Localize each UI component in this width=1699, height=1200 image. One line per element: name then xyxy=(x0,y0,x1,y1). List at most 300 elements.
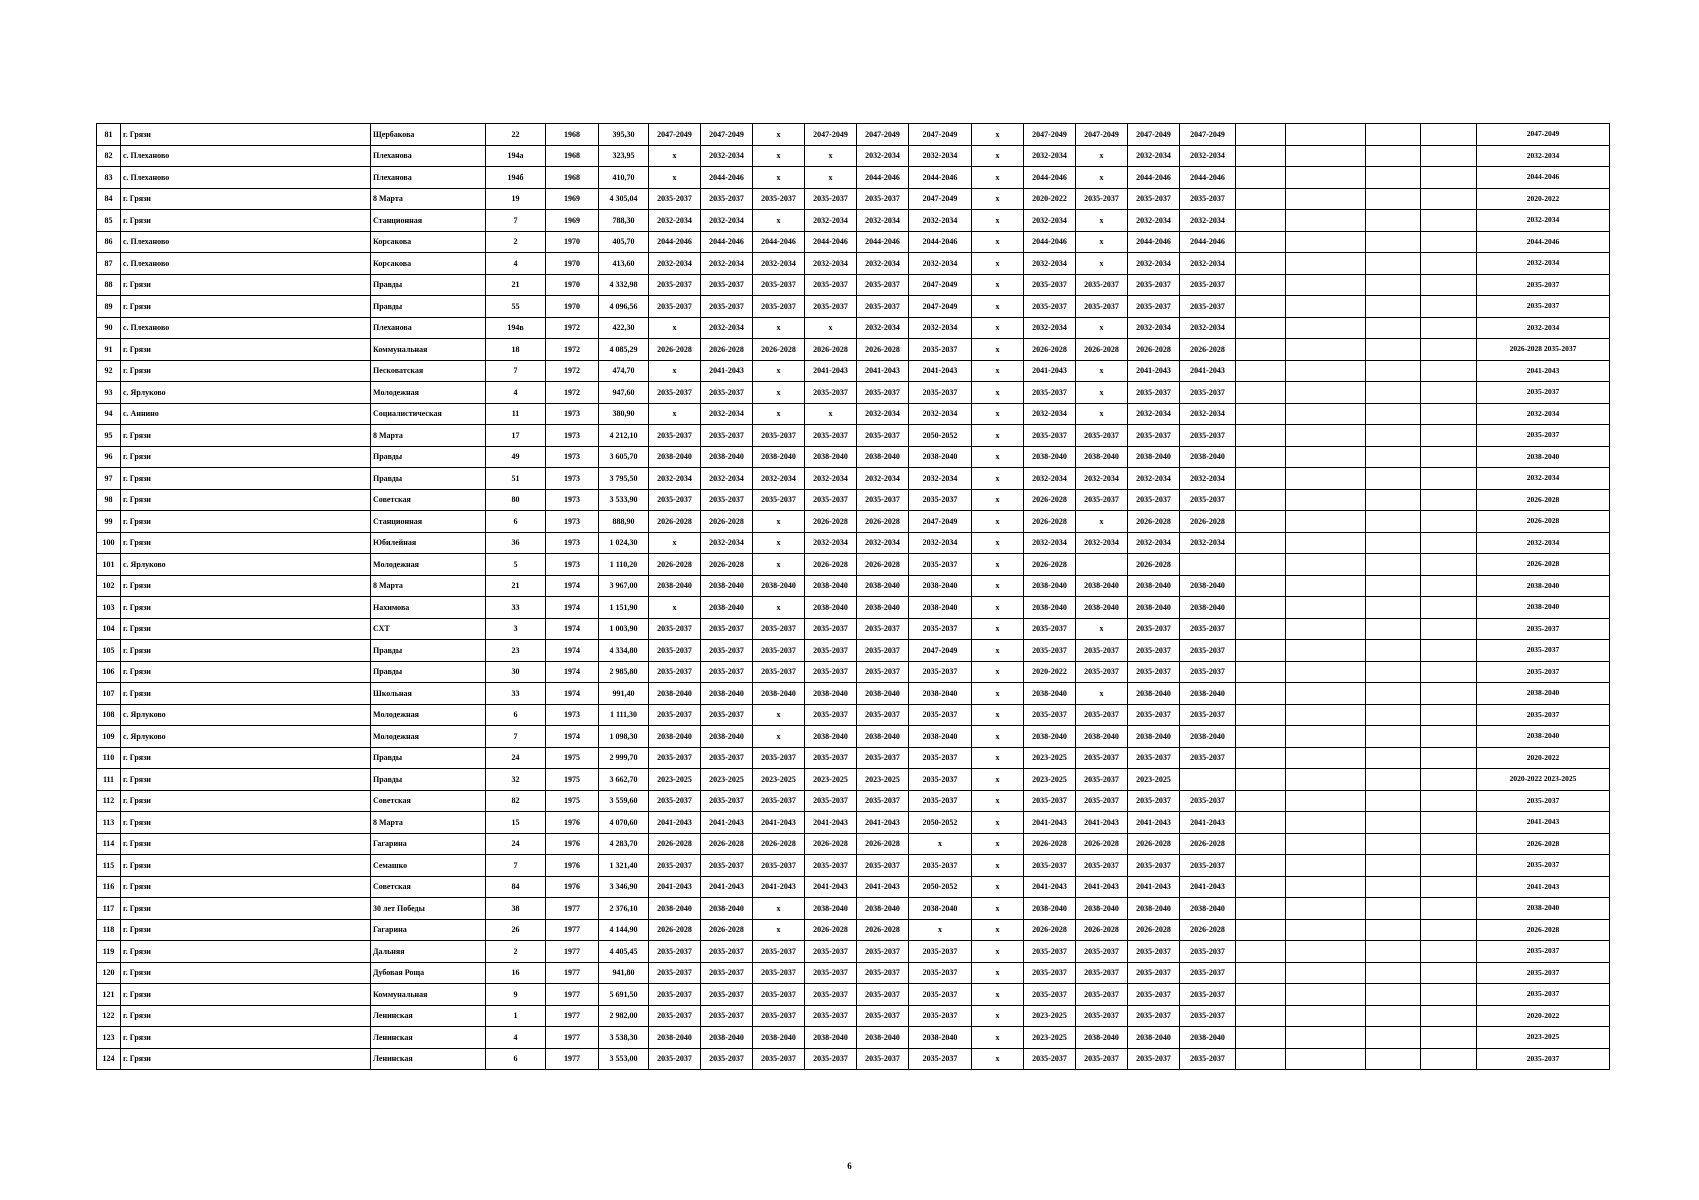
table-row xyxy=(97,296,1610,318)
cell-term-6: 2035-2037 xyxy=(909,984,972,1006)
cell-build-year: 1974 xyxy=(546,575,599,597)
cell-term-6: 2050-2052 xyxy=(909,876,972,898)
cell-row-number: 99 xyxy=(97,511,121,533)
cell-term-9: 2026-2028 xyxy=(1076,833,1128,855)
cell-term-2: 2035-2037 xyxy=(701,618,753,640)
cell-term-4: 2035-2037 xyxy=(805,984,857,1006)
cell-term-1: x xyxy=(649,360,701,382)
cell-street: Нахимова xyxy=(371,597,486,619)
cell-settlement: г. Грязи xyxy=(121,575,371,597)
cell-term-11: 2038-2040 xyxy=(1180,726,1236,748)
cell-street: 8 Марта xyxy=(371,425,486,447)
cell-row-number: 100 xyxy=(97,532,121,554)
table-row xyxy=(97,360,1610,382)
cell-row-number: 115 xyxy=(97,855,121,877)
cell-term-11: 2047-2049 xyxy=(1180,124,1236,146)
cell-term-7: x xyxy=(972,124,1024,146)
cell-term-8: 2032-2034 xyxy=(1024,403,1076,425)
cell-term-13 xyxy=(1286,532,1366,554)
cell-final-term: 2020-2022 xyxy=(1477,188,1610,210)
cell-settlement: с. Плеханово xyxy=(121,145,371,167)
cell-term-9: 2038-2040 xyxy=(1076,446,1128,468)
cell-term-4: 2035-2037 xyxy=(805,747,857,769)
cell-term-12 xyxy=(1236,984,1286,1006)
cell-term-7: x xyxy=(972,726,1024,748)
cell-final-term: 2020-2022 xyxy=(1477,1005,1610,1027)
cell-build-year: 1973 xyxy=(546,532,599,554)
cell-area: 1 003,90 xyxy=(599,618,649,640)
cell-settlement: г. Грязи xyxy=(121,812,371,834)
cell-term-8: 2026-2028 xyxy=(1024,919,1076,941)
cell-term-11: 2035-2037 xyxy=(1180,704,1236,726)
cell-street: Плеханова xyxy=(371,167,486,189)
cell-house-number: 5 xyxy=(486,554,546,576)
cell-row-number: 92 xyxy=(97,360,121,382)
cell-term-2: 2032-2034 xyxy=(701,403,753,425)
cell-settlement: г. Грязи xyxy=(121,769,371,791)
cell-final-term: 2035-2037 xyxy=(1477,425,1610,447)
cell-term-12 xyxy=(1236,210,1286,232)
cell-term-8: 2035-2037 xyxy=(1024,274,1076,296)
cell-term-11: 2035-2037 xyxy=(1180,962,1236,984)
cell-term-11: 2035-2037 xyxy=(1180,640,1236,662)
cell-row-number: 114 xyxy=(97,833,121,855)
cell-house-number: 4 xyxy=(486,382,546,404)
cell-term-4: 2038-2040 xyxy=(805,726,857,748)
cell-settlement: г. Грязи xyxy=(121,1005,371,1027)
cell-term-11: 2038-2040 xyxy=(1180,575,1236,597)
cell-term-8: 2023-2025 xyxy=(1024,1005,1076,1027)
cell-term-3: 2035-2037 xyxy=(753,855,805,877)
cell-term-10: 2032-2034 xyxy=(1128,532,1180,554)
cell-area: 3 559,60 xyxy=(599,790,649,812)
cell-house-number: 33 xyxy=(486,683,546,705)
cell-term-13 xyxy=(1286,575,1366,597)
cell-term-15 xyxy=(1421,145,1477,167)
cell-term-2: 2038-2040 xyxy=(701,1027,753,1049)
cell-build-year: 1977 xyxy=(546,962,599,984)
cell-term-2: 2035-2037 xyxy=(701,747,753,769)
cell-term-12 xyxy=(1236,1048,1286,1070)
cell-term-6: 2047-2049 xyxy=(909,511,972,533)
cell-term-10: 2035-2037 xyxy=(1128,274,1180,296)
cell-street: Коммунальная xyxy=(371,339,486,361)
cell-street: 30 лет Победы xyxy=(371,898,486,920)
table-row xyxy=(97,446,1610,468)
cell-term-10: 2041-2043 xyxy=(1128,812,1180,834)
cell-area: 4 144,90 xyxy=(599,919,649,941)
cell-term-3: x xyxy=(753,145,805,167)
table-row xyxy=(97,640,1610,662)
cell-settlement: г. Грязи xyxy=(121,489,371,511)
cell-final-term: 2038-2040 xyxy=(1477,597,1610,619)
table-row xyxy=(97,1027,1610,1049)
cell-term-8: 2035-2037 xyxy=(1024,855,1076,877)
cell-term-2: 2026-2028 xyxy=(701,833,753,855)
table-row xyxy=(97,855,1610,877)
cell-term-11: 2044-2046 xyxy=(1180,231,1236,253)
cell-area: 947,60 xyxy=(599,382,649,404)
cell-term-6: 2035-2037 xyxy=(909,661,972,683)
cell-term-2: 2032-2034 xyxy=(701,532,753,554)
cell-term-1: 2038-2040 xyxy=(649,683,701,705)
cell-row-number: 113 xyxy=(97,812,121,834)
cell-house-number: 194в xyxy=(486,317,546,339)
table-row xyxy=(97,683,1610,705)
cell-term-13 xyxy=(1286,382,1366,404)
cell-term-2: 2041-2043 xyxy=(701,360,753,382)
cell-street: Правды xyxy=(371,446,486,468)
cell-term-5: 2035-2037 xyxy=(857,941,909,963)
cell-term-3: x xyxy=(753,597,805,619)
cell-term-7: x xyxy=(972,532,1024,554)
cell-street: Гагарина xyxy=(371,833,486,855)
cell-term-11: 2035-2037 xyxy=(1180,941,1236,963)
table-row xyxy=(97,167,1610,189)
cell-house-number: 82 xyxy=(486,790,546,812)
cell-area: 1 151,90 xyxy=(599,597,649,619)
cell-term-12 xyxy=(1236,403,1286,425)
table-row xyxy=(97,984,1610,1006)
cell-row-number: 89 xyxy=(97,296,121,318)
cell-build-year: 1969 xyxy=(546,210,599,232)
cell-term-7: x xyxy=(972,403,1024,425)
cell-term-5: 2032-2034 xyxy=(857,317,909,339)
cell-row-number: 93 xyxy=(97,382,121,404)
cell-term-11: 2032-2034 xyxy=(1180,317,1236,339)
housing-repair-table xyxy=(96,123,1610,1070)
cell-term-12 xyxy=(1236,876,1286,898)
cell-settlement: г. Грязи xyxy=(121,1048,371,1070)
cell-build-year: 1970 xyxy=(546,296,599,318)
cell-area: 788,30 xyxy=(599,210,649,232)
cell-build-year: 1977 xyxy=(546,898,599,920)
cell-term-6: 2038-2040 xyxy=(909,726,972,748)
cell-term-10: 2035-2037 xyxy=(1128,489,1180,511)
cell-term-8: 2038-2040 xyxy=(1024,898,1076,920)
cell-term-1: 2035-2037 xyxy=(649,747,701,769)
cell-final-term: 2038-2040 xyxy=(1477,446,1610,468)
cell-term-10: 2035-2037 xyxy=(1128,704,1180,726)
cell-term-1: x xyxy=(649,167,701,189)
cell-build-year: 1973 xyxy=(546,403,599,425)
cell-term-7: x xyxy=(972,941,1024,963)
cell-term-9: 2035-2037 xyxy=(1076,425,1128,447)
cell-settlement: г. Грязи xyxy=(121,597,371,619)
cell-term-4: 2032-2034 xyxy=(805,253,857,275)
cell-term-4: x xyxy=(805,167,857,189)
cell-term-9: 2038-2040 xyxy=(1076,597,1128,619)
cell-house-number: 32 xyxy=(486,769,546,791)
cell-final-term: 2020-2022 2023-2025 xyxy=(1477,769,1610,791)
cell-term-14 xyxy=(1366,984,1421,1006)
cell-term-3: 2035-2037 xyxy=(753,962,805,984)
cell-term-12 xyxy=(1236,704,1286,726)
table-row xyxy=(97,769,1610,791)
cell-term-7: x xyxy=(972,210,1024,232)
cell-term-4: x xyxy=(805,145,857,167)
cell-build-year: 1974 xyxy=(546,661,599,683)
cell-term-8: 2044-2046 xyxy=(1024,167,1076,189)
cell-term-9: 2035-2037 xyxy=(1076,296,1128,318)
cell-street: Плеханова xyxy=(371,145,486,167)
cell-house-number: 1 xyxy=(486,1005,546,1027)
cell-term-14 xyxy=(1366,274,1421,296)
cell-street: СХТ xyxy=(371,618,486,640)
cell-term-15 xyxy=(1421,618,1477,640)
cell-settlement: г. Грязи xyxy=(121,618,371,640)
cell-term-6: 2032-2034 xyxy=(909,532,972,554)
cell-house-number: 51 xyxy=(486,468,546,490)
cell-settlement: с. Аннино xyxy=(121,403,371,425)
cell-term-13 xyxy=(1286,124,1366,146)
cell-area: 4 405,45 xyxy=(599,941,649,963)
cell-term-10: 2035-2037 xyxy=(1128,790,1180,812)
cell-term-9: 2038-2040 xyxy=(1076,726,1128,748)
cell-term-15 xyxy=(1421,597,1477,619)
cell-term-3: 2035-2037 xyxy=(753,747,805,769)
cell-street: 8 Марта xyxy=(371,575,486,597)
cell-term-9: x xyxy=(1076,360,1128,382)
cell-term-12 xyxy=(1236,618,1286,640)
cell-build-year: 1973 xyxy=(546,554,599,576)
cell-row-number: 90 xyxy=(97,317,121,339)
cell-term-7: x xyxy=(972,253,1024,275)
cell-term-4: 2041-2043 xyxy=(805,812,857,834)
cell-term-10: 2035-2037 xyxy=(1128,425,1180,447)
cell-term-2: 2038-2040 xyxy=(701,683,753,705)
cell-term-7: x xyxy=(972,382,1024,404)
cell-final-term: 2032-2034 xyxy=(1477,253,1610,275)
cell-term-7: x xyxy=(972,984,1024,1006)
cell-term-9: 2035-2037 xyxy=(1076,274,1128,296)
cell-row-number: 110 xyxy=(97,747,121,769)
cell-build-year: 1977 xyxy=(546,984,599,1006)
cell-term-4: 2035-2037 xyxy=(805,661,857,683)
cell-build-year: 1970 xyxy=(546,274,599,296)
cell-term-1: x xyxy=(649,403,701,425)
cell-term-11: 2032-2034 xyxy=(1180,468,1236,490)
cell-term-2: 2032-2034 xyxy=(701,145,753,167)
cell-term-15 xyxy=(1421,683,1477,705)
cell-term-9: 2038-2040 xyxy=(1076,898,1128,920)
cell-term-13 xyxy=(1286,446,1366,468)
cell-term-15 xyxy=(1421,468,1477,490)
cell-term-4: 2026-2028 xyxy=(805,339,857,361)
cell-term-12 xyxy=(1236,1027,1286,1049)
cell-term-3: 2038-2040 xyxy=(753,575,805,597)
cell-street: 8 Марта xyxy=(371,188,486,210)
cell-term-13 xyxy=(1286,145,1366,167)
cell-term-12 xyxy=(1236,833,1286,855)
cell-term-4: 2038-2040 xyxy=(805,575,857,597)
cell-term-9: 2032-2034 xyxy=(1076,532,1128,554)
cell-term-14 xyxy=(1366,790,1421,812)
cell-term-10: 2032-2034 xyxy=(1128,317,1180,339)
cell-final-term: 2035-2037 xyxy=(1477,790,1610,812)
cell-term-11: 2035-2037 xyxy=(1180,188,1236,210)
cell-term-12 xyxy=(1236,597,1286,619)
cell-term-1: 2035-2037 xyxy=(649,1048,701,1070)
cell-term-1: 2026-2028 xyxy=(649,833,701,855)
cell-term-8: 2035-2037 xyxy=(1024,425,1076,447)
cell-term-3: 2035-2037 xyxy=(753,790,805,812)
cell-term-15 xyxy=(1421,640,1477,662)
cell-house-number: 194б xyxy=(486,167,546,189)
cell-term-11: 2038-2040 xyxy=(1180,898,1236,920)
cell-term-12 xyxy=(1236,769,1286,791)
cell-house-number: 22 xyxy=(486,124,546,146)
cell-final-term: 2035-2037 xyxy=(1477,640,1610,662)
cell-term-5: 2032-2034 xyxy=(857,403,909,425)
cell-term-5: 2035-2037 xyxy=(857,661,909,683)
table-row xyxy=(97,1048,1610,1070)
cell-street: Ленинская xyxy=(371,1048,486,1070)
cell-term-2: 2026-2028 xyxy=(701,511,753,533)
cell-term-10: 2026-2028 xyxy=(1128,511,1180,533)
cell-street: 8 Марта xyxy=(371,812,486,834)
cell-term-13 xyxy=(1286,597,1366,619)
cell-term-2: 2023-2025 xyxy=(701,769,753,791)
cell-settlement: г. Грязи xyxy=(121,919,371,941)
cell-term-2: 2035-2037 xyxy=(701,425,753,447)
cell-term-15 xyxy=(1421,274,1477,296)
cell-street: Молодежная xyxy=(371,554,486,576)
cell-final-term: 2026-2028 xyxy=(1477,511,1610,533)
cell-row-number: 116 xyxy=(97,876,121,898)
cell-term-8: 2032-2034 xyxy=(1024,210,1076,232)
cell-term-15 xyxy=(1421,296,1477,318)
cell-term-8: 2020-2022 xyxy=(1024,661,1076,683)
cell-term-6: 2032-2034 xyxy=(909,403,972,425)
cell-area: 3 538,30 xyxy=(599,1027,649,1049)
cell-term-3: x xyxy=(753,726,805,748)
cell-area: 3 533,90 xyxy=(599,489,649,511)
cell-house-number: 4 xyxy=(486,253,546,275)
cell-term-15 xyxy=(1421,317,1477,339)
cell-term-4: 2041-2043 xyxy=(805,876,857,898)
cell-row-number: 117 xyxy=(97,898,121,920)
cell-settlement: г. Грязи xyxy=(121,747,371,769)
cell-term-1: 2035-2037 xyxy=(649,962,701,984)
cell-area: 4 212,10 xyxy=(599,425,649,447)
cell-term-7: x xyxy=(972,769,1024,791)
cell-house-number: 7 xyxy=(486,360,546,382)
cell-term-14 xyxy=(1366,962,1421,984)
page-number: 6 xyxy=(847,1161,852,1171)
cell-term-14 xyxy=(1366,726,1421,748)
cell-term-15 xyxy=(1421,446,1477,468)
cell-term-9: 2035-2037 xyxy=(1076,941,1128,963)
cell-term-10: 2035-2037 xyxy=(1128,618,1180,640)
cell-settlement: г. Грязи xyxy=(121,210,371,232)
cell-term-7: x xyxy=(972,962,1024,984)
cell-row-number: 118 xyxy=(97,919,121,941)
cell-final-term: 2041-2043 xyxy=(1477,876,1610,898)
table-row xyxy=(97,941,1610,963)
cell-term-8: 2038-2040 xyxy=(1024,575,1076,597)
cell-area: 4 096,56 xyxy=(599,296,649,318)
cell-build-year: 1969 xyxy=(546,188,599,210)
cell-term-15 xyxy=(1421,511,1477,533)
cell-term-10: 2023-2025 xyxy=(1128,769,1180,791)
cell-term-9: x xyxy=(1076,317,1128,339)
cell-term-11: 2026-2028 xyxy=(1180,919,1236,941)
table-row xyxy=(97,425,1610,447)
cell-final-term: 2044-2046 xyxy=(1477,167,1610,189)
cell-term-13 xyxy=(1286,210,1366,232)
cell-term-10: 2041-2043 xyxy=(1128,360,1180,382)
cell-term-4: 2035-2037 xyxy=(805,941,857,963)
cell-term-15 xyxy=(1421,167,1477,189)
cell-build-year: 1974 xyxy=(546,726,599,748)
cell-street: Песковатская xyxy=(371,360,486,382)
cell-term-2: 2026-2028 xyxy=(701,919,753,941)
cell-term-4: 2035-2037 xyxy=(805,1048,857,1070)
cell-term-15 xyxy=(1421,726,1477,748)
cell-term-6: 2047-2049 xyxy=(909,296,972,318)
cell-term-9: 2035-2037 xyxy=(1076,1005,1128,1027)
cell-term-4: 2035-2037 xyxy=(805,489,857,511)
cell-term-2: 2035-2037 xyxy=(701,984,753,1006)
cell-term-5: 2035-2037 xyxy=(857,382,909,404)
cell-term-2: 2026-2028 xyxy=(701,339,753,361)
cell-term-3: 2038-2040 xyxy=(753,1027,805,1049)
cell-build-year: 1974 xyxy=(546,640,599,662)
cell-build-year: 1972 xyxy=(546,339,599,361)
cell-term-3: x xyxy=(753,511,805,533)
cell-street: Станционная xyxy=(371,210,486,232)
cell-house-number: 6 xyxy=(486,704,546,726)
cell-house-number: 24 xyxy=(486,747,546,769)
cell-term-11 xyxy=(1180,554,1236,576)
cell-term-8: 2026-2028 xyxy=(1024,511,1076,533)
cell-term-7: x xyxy=(972,704,1024,726)
cell-term-13 xyxy=(1286,468,1366,490)
cell-row-number: 85 xyxy=(97,210,121,232)
cell-term-5: 2044-2046 xyxy=(857,231,909,253)
cell-term-12 xyxy=(1236,790,1286,812)
cell-term-12 xyxy=(1236,554,1286,576)
cell-term-6: 2035-2037 xyxy=(909,790,972,812)
cell-area: 410,70 xyxy=(599,167,649,189)
cell-house-number: 16 xyxy=(486,962,546,984)
cell-term-13 xyxy=(1286,898,1366,920)
cell-term-3: x xyxy=(753,124,805,146)
cell-term-8: 2041-2043 xyxy=(1024,876,1076,898)
cell-term-10: 2035-2037 xyxy=(1128,640,1180,662)
cell-term-11: 2038-2040 xyxy=(1180,1027,1236,1049)
cell-street: Плеханова xyxy=(371,317,486,339)
cell-term-1: 2035-2037 xyxy=(649,984,701,1006)
cell-term-14 xyxy=(1366,855,1421,877)
cell-term-14 xyxy=(1366,833,1421,855)
cell-term-3: x xyxy=(753,360,805,382)
cell-settlement: г. Грязи xyxy=(121,339,371,361)
cell-term-3: 2023-2025 xyxy=(753,769,805,791)
cell-row-number: 98 xyxy=(97,489,121,511)
cell-term-12 xyxy=(1236,468,1286,490)
cell-term-4: 2041-2043 xyxy=(805,360,857,382)
cell-term-15 xyxy=(1421,962,1477,984)
cell-term-15 xyxy=(1421,554,1477,576)
cell-term-10: 2035-2037 xyxy=(1128,855,1180,877)
cell-term-7: x xyxy=(972,425,1024,447)
cell-build-year: 1973 xyxy=(546,704,599,726)
cell-term-10: 2026-2028 xyxy=(1128,919,1180,941)
cell-term-10: 2035-2037 xyxy=(1128,188,1180,210)
cell-term-3: x xyxy=(753,919,805,941)
